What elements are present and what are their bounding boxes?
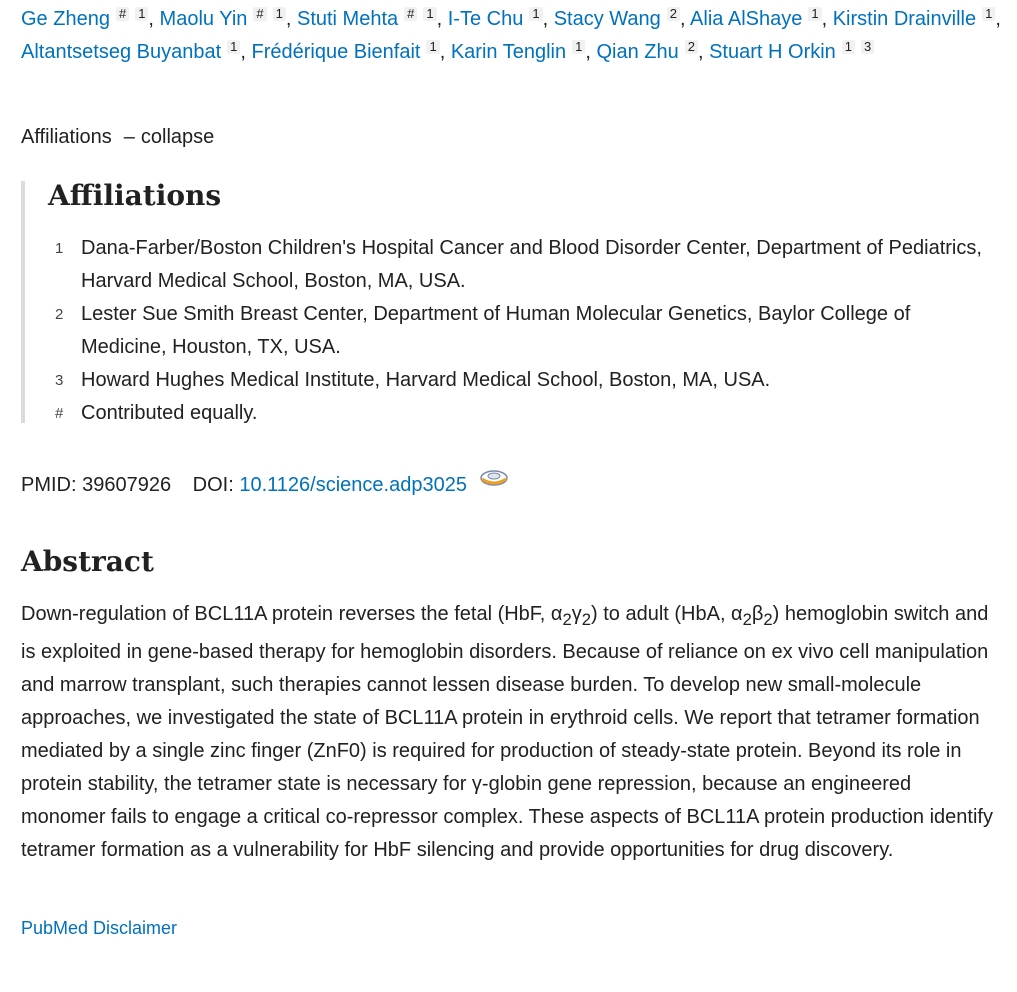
affiliation-ref[interactable]: 3 [861, 40, 874, 54]
toggle-dash: – [123, 126, 135, 148]
affiliation-text: Lester Sue Smith Breast Center, Department of Human Molecular Genetics, Baylor College of Medicine, Houston, TX, USA. [81, 303, 911, 358]
author-name-link[interactable]: Frédérique Bienfait [251, 41, 421, 63]
author-name-link[interactable]: Maolu Yin [159, 8, 248, 30]
pmid-label: PMID: [21, 474, 77, 496]
author-entry [21, 41, 240, 63]
affiliation-item [48, 298, 991, 364]
affiliation-ref[interactable]: # [253, 7, 266, 21]
affiliation-ref[interactable]: 1 [808, 7, 821, 21]
affiliation-ref[interactable]: # [116, 7, 129, 21]
abstract-part-2: ) to adult (HbA, α [591, 603, 743, 625]
author-separator: , [585, 41, 597, 63]
author-entry [690, 8, 822, 30]
affiliation-number: 3 [55, 372, 64, 389]
author-entry [252, 41, 440, 63]
author-entry [833, 8, 996, 30]
affiliation-ref[interactable]: 1 [423, 7, 436, 21]
affiliation-ref[interactable]: 2 [667, 7, 680, 21]
affiliation-ref[interactable]: 2 [685, 40, 698, 54]
affiliation-item [48, 232, 991, 298]
author-entry [21, 8, 148, 30]
affiliation-ref[interactable]: # [404, 7, 417, 21]
affiliations-heading: Affiliations [48, 179, 222, 212]
abstract-part-3: ) hemoglobin switch and is exploited in gene-based therapy for hemoglobin disorders. Because of reliance on ex vivo cell manipulation and marrow transplant, such therapies cannot lessen disease burden. To develop new small-molecule approaches, we investigated the state of BCL11A protein in erythroid cells. We report that tetramer formation mediated by a single zinc finger (ZnF0) is required for production of steady-state protein. Beyond its role in protein stability, the tetramer state is necessary for γ-globin gene repression, because an engineered monomer fails to engage a critical co-repressor complex. These aspects of BCL11A protein production identify tetramer formation as a vulnerability for HbF silencing and provide opportunities for drug discovery. [21, 603, 993, 861]
affiliation-ref[interactable]: 1 [529, 7, 542, 21]
author-separator: , [439, 41, 451, 63]
author-name-link[interactable]: Kirstin Drainville [832, 8, 977, 30]
author-separator: , [436, 8, 448, 30]
affiliation-number: 1 [55, 240, 64, 257]
author-entry [596, 41, 698, 63]
author-separator: , [240, 41, 252, 63]
affiliations-toggle-label: Affiliations [21, 126, 112, 148]
author-separator: , [680, 8, 691, 30]
author-name-link[interactable]: Karin Tenglin [450, 41, 567, 63]
affiliations-panel [21, 181, 991, 423]
author-entry [709, 41, 874, 63]
author-name-link[interactable]: Alia AlShaye [690, 8, 803, 30]
author-name-link[interactable]: Qian Zhu [596, 41, 679, 63]
affiliation-number: # [55, 405, 64, 422]
full-text-link-icon[interactable] [479, 467, 509, 487]
doi-label: DOI: [192, 474, 234, 496]
author-name-link[interactable]: Stuart H Orkin [709, 41, 836, 63]
subscript: 2 [562, 610, 572, 629]
author-separator: , [148, 8, 160, 30]
subscript: 2 [763, 610, 773, 629]
author-entry [554, 8, 680, 30]
author-separator: , [821, 8, 833, 30]
abstract-part-1: Down-regulation of BCL11A protein reverses the fetal (HbF, α [21, 603, 563, 625]
affiliation-text: Contributed equally. [81, 402, 258, 424]
affiliation-ref[interactable]: 1 [227, 40, 240, 54]
author-entry [297, 8, 437, 30]
affiliation-ref[interactable]: 1 [572, 40, 585, 54]
affiliation-text: Dana-Farber/Boston Children's Hospital Cancer and Blood Disorder Center, Department of Pediatrics, Harvard Medical School, Boston, MA, USA. [81, 237, 982, 292]
doi-link[interactable]: 10.1126/science.adp3025 [239, 474, 467, 496]
affiliation-text: Howard Hughes Medical Institute, Harvard Medical School, Boston, MA, USA. [81, 369, 771, 391]
pubmed-disclaimer-link[interactable]: PubMed Disclaimer [21, 918, 178, 938]
gamma-symbol: γ [571, 603, 582, 625]
affiliation-ref[interactable]: 1 [842, 40, 855, 54]
affiliation-item [48, 397, 991, 430]
affiliation-item [48, 364, 991, 397]
pmid-value: 39607926 [82, 474, 172, 496]
collapse-link[interactable]: collapse [140, 126, 215, 148]
abstract-heading: Abstract [21, 545, 154, 578]
affiliation-number: 2 [55, 306, 64, 323]
affiliation-ref[interactable]: 1 [426, 40, 439, 54]
author-name-link[interactable]: Stuti Mehta [296, 8, 399, 30]
author-name-link[interactable]: I-Te Chu [447, 8, 524, 30]
beta-symbol: β [751, 603, 764, 625]
author-name-link[interactable]: Altantsetseg Buyanbat [21, 41, 222, 63]
author-list [21, 3, 1001, 69]
affiliation-ref[interactable]: 1 [982, 7, 995, 21]
author-separator: , [285, 8, 297, 30]
author-separator: , [697, 41, 710, 63]
abstract-text [21, 598, 1001, 867]
author-separator: , [995, 8, 1001, 30]
author-entry [448, 8, 543, 30]
author-entry [451, 41, 586, 63]
subscript: 2 [581, 610, 591, 629]
author-name-link[interactable]: Ge Zheng [21, 8, 110, 30]
subscript: 2 [742, 610, 752, 629]
affiliations-list [48, 232, 991, 430]
affiliation-ref[interactable]: 1 [273, 7, 286, 21]
affiliation-ref[interactable]: 1 [135, 7, 148, 21]
author-entry [160, 8, 286, 30]
author-separator: , [542, 8, 554, 30]
article-identifiers [21, 467, 509, 500]
affiliations-toggle[interactable] [21, 122, 214, 152]
author-name-link[interactable]: Stacy Wang [553, 8, 661, 30]
